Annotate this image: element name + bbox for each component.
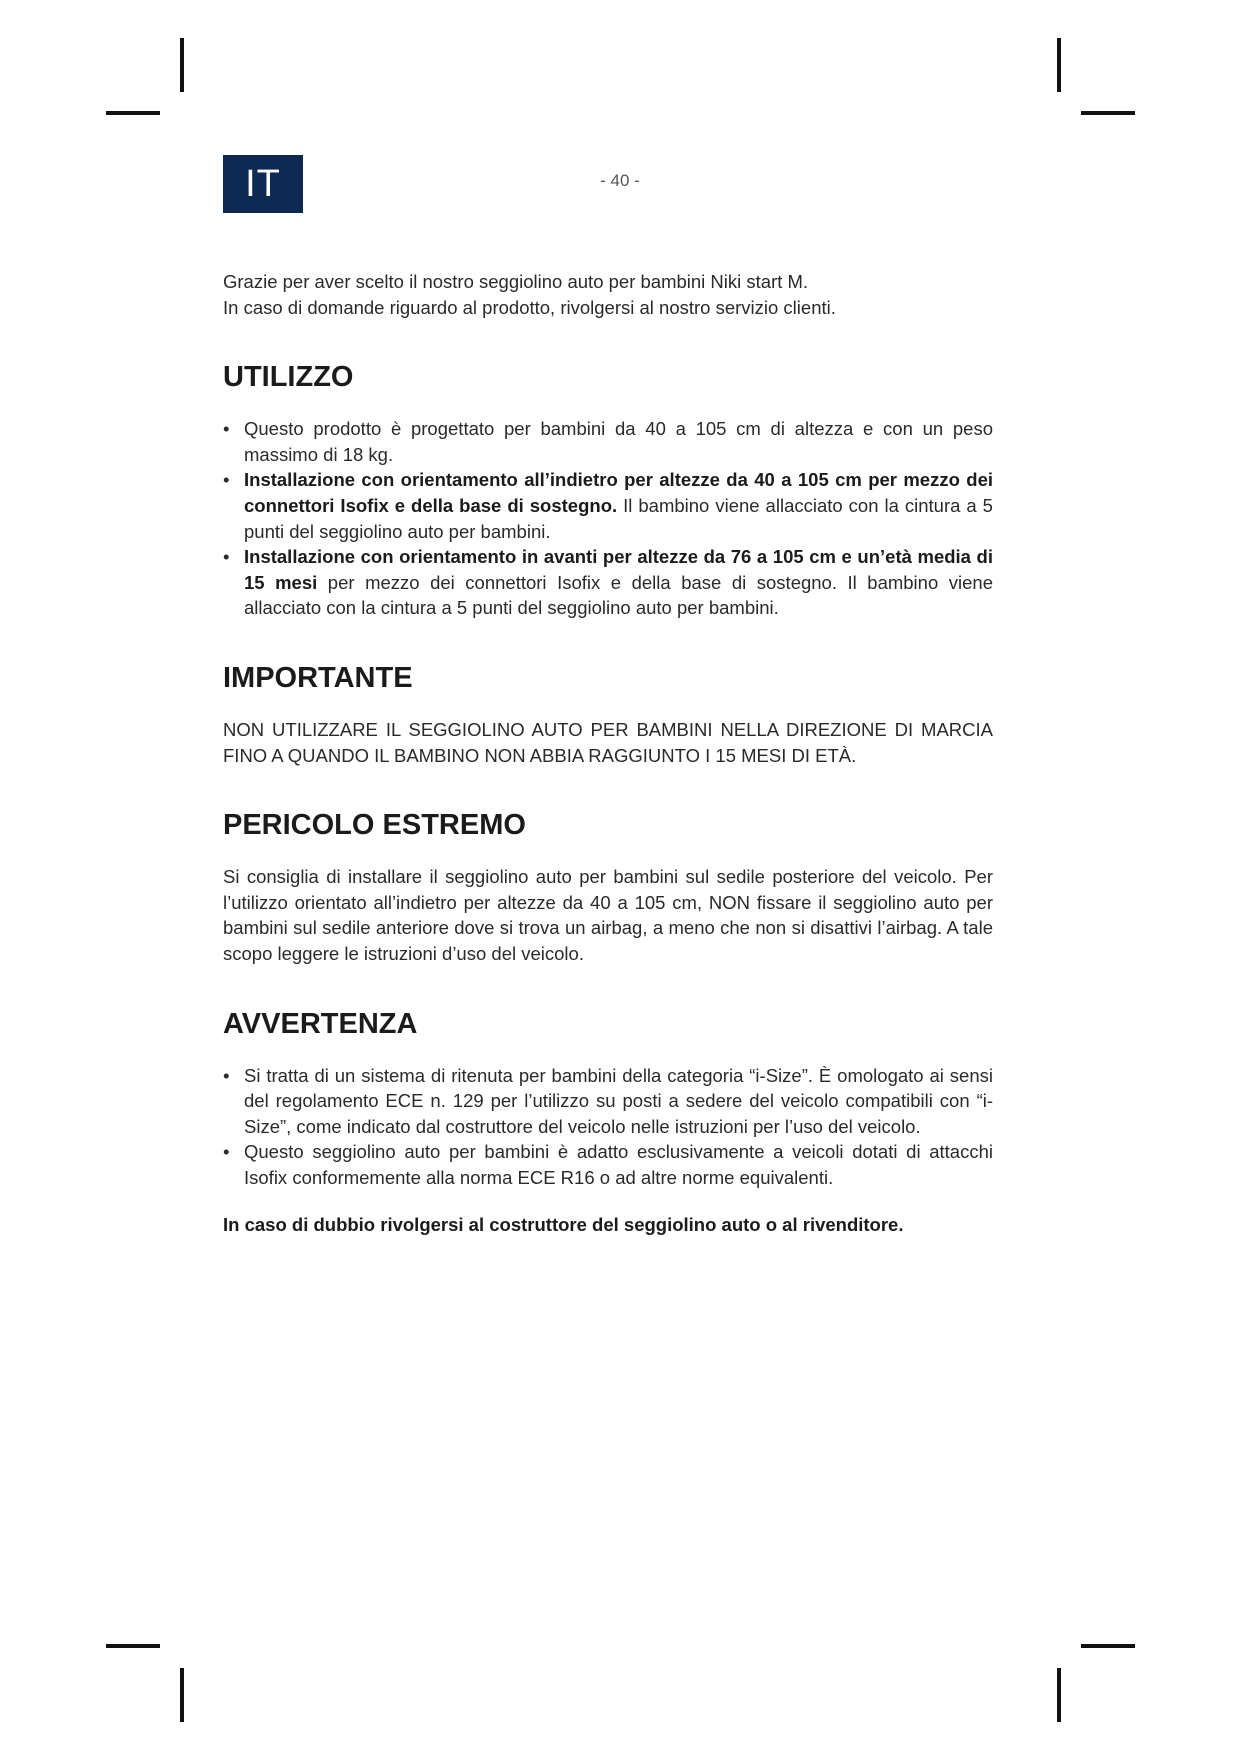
utilizzo-list — [223, 416, 993, 621]
crop-mark-top-left-vertical — [180, 38, 184, 92]
section-pericolo-estremo — [223, 808, 993, 966]
bullet-icon: • — [223, 418, 230, 440]
document-body — [223, 269, 993, 1238]
list-item-text: Si tratta di un sistema di ritenuta per bambini della categoria “i-Size”. È omologato ai sensi del regolamento ECE n. 129 per l’utilizzo su posti a sedere del veicolo compatibili con “i-Size”, come indicato dal costruttore del veicolo nelle istruzioni per l’uso del veicolo. — [244, 1064, 993, 1137]
list-item-bold: Installazione con orientamento in avanti per altezze da 76 a 105 cm e un’età media di 15 mesi — [244, 546, 993, 593]
pericolo-text: Si consiglia di installare il seggiolino auto per bambini sul sedile posteriore del veicolo. Per l’utilizzo orientato all’indietro per altezze da 40 a 105 cm, NON fissare il seggiolino auto per bambini sul sedile anteriore dove si trova un airbag, a meno che non si disattivi l’airbag. A tale scopo leggere le istruzioni d’uso del veicolo. — [223, 866, 993, 964]
crop-mark-top-right-horizontal — [1081, 111, 1135, 115]
section-title-utilizzo: UTILIZZO — [223, 361, 354, 394]
section-importante — [223, 661, 993, 768]
list-item-text: per mezzo dei connettori Isofix e della base di sostegno. Il bambino viene allacciato con la cintura a 5 punti del seggiolino auto per bambini. — [244, 571, 993, 619]
crop-mark-bottom-right-vertical — [1057, 1668, 1061, 1722]
importante-text: NON UTILIZZARE IL SEGGIOLINO AUTO PER BAMBINI NELLA DIREZIONE DI MARCIA FINO A QUANDO IL BAMBINO NON ABBIA RAGGIUNTO I 15 MESI DI ETÀ. — [223, 718, 993, 766]
intro — [223, 269, 993, 320]
crop-mark-bottom-right-horizontal — [1081, 1644, 1135, 1648]
list-item — [223, 1139, 993, 1190]
section-title-pericolo-estremo: PERICOLO ESTREMO — [223, 809, 526, 842]
avvertenza-list — [223, 1063, 993, 1191]
list-item-text: Questo seggiolino auto per bambini è adatto esclusivamente a veicoli dotati di attacchi Isofix conformemente alla norma ECE R16 o ad altre norme equivalenti. — [244, 1141, 993, 1188]
language-badge: IT — [223, 155, 303, 213]
crop-mark-top-right-vertical — [1057, 38, 1061, 92]
crop-mark-top-left-horizontal — [106, 111, 160, 115]
section-title-importante: IMPORTANTE — [223, 661, 413, 694]
section-utilizzo — [223, 360, 993, 621]
list-item — [223, 416, 993, 467]
intro-line-2: In caso di domande riguardo al prodotto, rivolgersi al nostro servizio clienti. — [223, 296, 836, 318]
crop-mark-bottom-left-vertical — [180, 1668, 184, 1722]
crop-mark-bottom-left-horizontal — [106, 1644, 160, 1648]
list-item — [223, 467, 993, 544]
section-avvertenza — [223, 1007, 993, 1239]
list-item-bold: Installazione con orientamento all’indietro per altezze da 40 a 105 cm per mezzo dei connettori Isofix e della base di sostegno. — [244, 469, 993, 516]
list-item — [223, 1063, 993, 1140]
bullet-icon: • — [223, 1064, 230, 1086]
list-item-text: Il bambino viene allacciato con la cintura a 5 punti del seggiolino auto per bambini. — [244, 494, 993, 542]
list-item-text: Questo prodotto è progettato per bambini da 40 a 105 cm di altezza e con un peso massimo di 18 kg. — [244, 418, 993, 465]
bullet-icon: • — [223, 546, 230, 568]
section-title-avvertenza: AVVERTENZA — [223, 1007, 418, 1040]
closing-note: In caso di dubbio rivolgersi al costruttore del seggiolino auto o al rivenditore. — [223, 1214, 904, 1236]
intro-line-1: Grazie per aver scelto il nostro seggiolino auto per bambini Niki start M. — [223, 271, 809, 292]
list-item — [223, 544, 993, 621]
bullet-icon: • — [223, 1141, 230, 1163]
page-number: - 40 - — [600, 171, 640, 190]
bullet-icon: • — [223, 469, 230, 491]
